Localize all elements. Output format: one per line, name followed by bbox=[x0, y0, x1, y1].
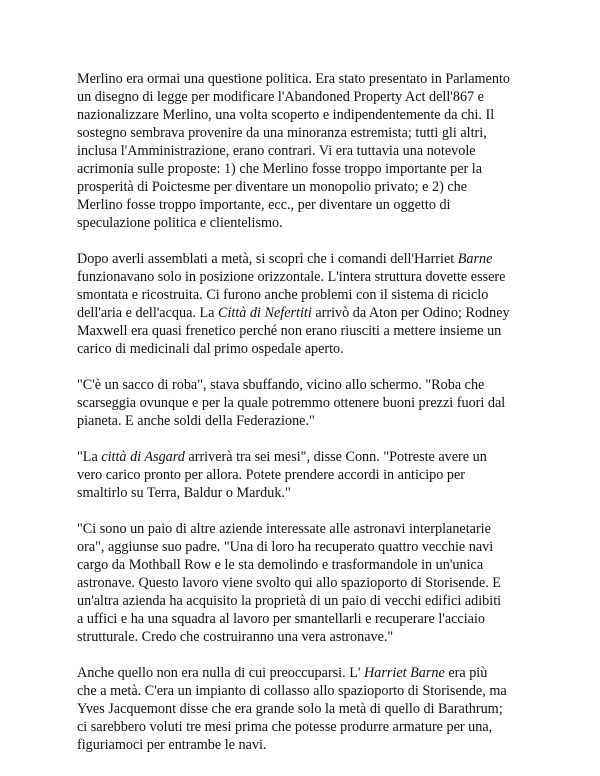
text-run: carico di medicinali dal primo ospedale aperto. bbox=[77, 341, 344, 357]
text-run: Merlino fosse troppo importante, ecc., per diventare un oggetto di bbox=[77, 197, 451, 213]
text-run: pianeta. E anche soldi della Federazione." bbox=[77, 413, 315, 429]
text-line bbox=[77, 286, 537, 304]
document-page bbox=[77, 70, 537, 754]
text-line bbox=[77, 682, 537, 700]
text-line bbox=[77, 736, 537, 754]
text-run: prosperità di Poictesme per diventare un monopolio privato; e 2) che bbox=[77, 179, 468, 195]
text-line bbox=[77, 106, 537, 124]
text-line bbox=[77, 466, 537, 484]
text-line bbox=[77, 322, 537, 340]
text-run: acrimonia sulle proposte: 1) che Merlino fosse troppo importante per la bbox=[77, 161, 483, 177]
text-line bbox=[77, 700, 537, 718]
text-line bbox=[77, 610, 537, 628]
text-run: astronave. Questo lavoro viene svolto qui allo spazioporto di Storisende. E bbox=[77, 575, 501, 591]
text-line bbox=[77, 142, 537, 160]
text-line bbox=[77, 214, 537, 232]
paragraph-6 bbox=[77, 664, 537, 754]
text-line bbox=[77, 88, 537, 106]
text-line bbox=[77, 520, 537, 538]
text-run: cargo da Mothball Row e le sta demolindo e trasformandole in un'unica bbox=[77, 557, 484, 573]
text-run: smaltirlo su Terra, Baldur o Marduk." bbox=[77, 485, 291, 501]
text-line bbox=[77, 178, 537, 196]
text-run: figuriamoci per entrambe le navi. bbox=[77, 737, 267, 753]
text-line bbox=[77, 70, 537, 88]
text-run: un'altra azienda ha acquisito la proprietà di un paio di vecchi edifici adibiti bbox=[77, 593, 502, 609]
text-run: "C'è un sacco di roba", stava sbuffando, vicino allo schermo. "Roba che bbox=[77, 377, 485, 393]
text-line bbox=[77, 268, 537, 286]
text-run: Yves Jacquemont disse che era grande solo la metà di quello di Barathrum; bbox=[77, 701, 503, 717]
text-run: Maxwell era quasi frenetico perché non erano riusciti a mettere insieme un bbox=[77, 323, 502, 339]
text-run: era più bbox=[444, 665, 488, 681]
text-line bbox=[77, 556, 537, 574]
paragraph-3 bbox=[77, 376, 537, 430]
text-run: a uffici e ha una squadra al lavoro per smantellarli e recuperare l'acciaio bbox=[77, 611, 486, 627]
paragraph-4 bbox=[77, 448, 537, 502]
text-run: Dopo averli assemblati a metà, si scoprì che i comandi dell'Harriet bbox=[77, 251, 458, 267]
text-line bbox=[77, 196, 537, 214]
paragraph-5 bbox=[77, 520, 537, 646]
text-run: vero carico pronto per allora. Potete prendere accordi in anticipo per bbox=[77, 467, 466, 483]
text-line bbox=[77, 664, 537, 682]
text-run: strutturale. Credo che costruiranno una vera astronave." bbox=[77, 629, 394, 645]
text-run: arriverà tra sei mesi", disse Conn. "Potreste avere un bbox=[184, 449, 487, 465]
text-run: dell'aria e dell'acqua. La bbox=[77, 305, 218, 321]
paragraph-1 bbox=[77, 70, 537, 232]
text-line bbox=[77, 484, 537, 502]
text-line bbox=[77, 412, 537, 430]
text-run: Anche quello non era nulla di cui preoccuparsi. L' bbox=[77, 665, 364, 681]
text-run: scarseggia ovunque e per la quale potremmo ottenere buoni prezzi fuori dal bbox=[77, 395, 506, 411]
paragraph-2 bbox=[77, 250, 537, 358]
text-line bbox=[77, 304, 537, 322]
text-line bbox=[77, 574, 537, 592]
text-run: "Ci sono un paio di altre aziende interessate alle astronavi interplanetarie bbox=[77, 521, 491, 537]
text-run: ci sarebbero voluti tre mesi prima che potesse produrre armature per una, bbox=[77, 719, 493, 735]
text-run: speculazione politica e clientelismo. bbox=[77, 215, 283, 231]
text-line bbox=[77, 160, 537, 178]
text-line bbox=[77, 718, 537, 736]
text-line bbox=[77, 250, 537, 268]
text-line bbox=[77, 394, 537, 412]
text-run: un disegno di legge per modificare l'Abandoned Property Act dell'867 e bbox=[77, 89, 484, 105]
text-run: Merlino era ormai una questione politica. Era stato presentato in Parlamento bbox=[77, 71, 510, 87]
text-line bbox=[77, 628, 537, 646]
text-run: sostegno sembrava provenire da una minoranza estremista; tutti gli altri, bbox=[77, 125, 487, 141]
italic-title: Harriet Barne bbox=[364, 665, 445, 681]
text-run: inclusa l'Amministrazione, erano contrari. Vi era tuttavia una notevole bbox=[77, 143, 476, 159]
text-run: "La bbox=[77, 449, 102, 465]
text-line bbox=[77, 592, 537, 610]
italic-title: Città di Nefertiti bbox=[218, 305, 312, 321]
text-run: funzionavano solo in posizione orizzontale. L'intera struttura dovette essere bbox=[77, 269, 506, 285]
text-line bbox=[77, 340, 537, 358]
text-run: ora", aggiunse suo padre. "Una di loro ha recuperato quattro vecchie navi bbox=[77, 539, 494, 555]
text-line bbox=[77, 376, 537, 394]
text-run: smontata e ricostruita. Ci furono anche problemi con il sistema di riciclo bbox=[77, 287, 489, 303]
italic-title: città di Asgard bbox=[101, 449, 185, 465]
text-run: nazionalizzare Merlino, una volta scoperto e indipendentemente da chi. Il bbox=[77, 107, 495, 123]
text-run: arrivò da Aton per Odino; Rodney bbox=[311, 305, 510, 321]
text-line bbox=[77, 538, 537, 556]
text-run: che a metà. C'era un impianto di collasso allo spazioporto di Storisende, ma bbox=[77, 683, 507, 699]
text-line bbox=[77, 448, 537, 466]
italic-title: Barne bbox=[457, 251, 493, 267]
text-line bbox=[77, 124, 537, 142]
